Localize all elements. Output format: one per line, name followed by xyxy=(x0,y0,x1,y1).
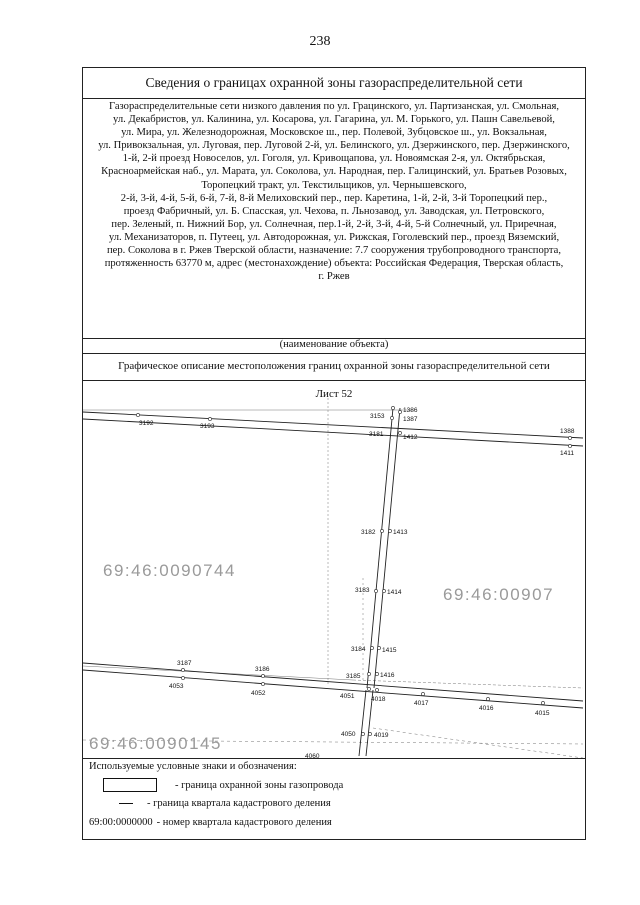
point-label: 1388 xyxy=(560,428,575,435)
document-frame xyxy=(82,67,586,840)
page-number: 238 xyxy=(309,34,331,49)
legend-text: - граница охранной зоны газопровода xyxy=(175,779,344,791)
section-title: Сведения о границах охранной зоны газораспределительной сети xyxy=(83,68,585,99)
point-label: 1414 xyxy=(387,589,402,596)
description-line: 2-й, 3-й, 4-й, 5-й, 6-й, 7-й, 8-й Мелиховский пер., пер. Каретина, 1-й, 2-й, 3-й Торопецкий пер., xyxy=(120,192,548,204)
point-label: 1415 xyxy=(382,647,397,654)
point-label: 4050 xyxy=(341,731,356,738)
point-label: 3192 xyxy=(139,420,154,427)
legend-row-zone xyxy=(89,778,343,792)
point-label: 4019 xyxy=(374,732,389,739)
description-line: Газораспределительные сети низкого давления по ул. Грацинского, ул. Партизанская, ул. Смольная, xyxy=(108,101,560,112)
legend-text: - граница квартала кадастрового деления xyxy=(147,798,331,809)
description-line: Красноармейская наб., ул. Марата, ул. Соколова, ул. Народная, пер. Галицинский, ул. Братьев Розовых, xyxy=(101,166,567,178)
legend-text: - номер квартала кадастрового деления xyxy=(156,817,332,828)
point-label: 4015 xyxy=(535,710,550,717)
divider xyxy=(83,758,585,759)
point-label: 3193 xyxy=(200,423,215,430)
legend-row-number xyxy=(89,817,332,828)
quarter-boundary-swatch xyxy=(119,803,133,804)
point-label: 3153 xyxy=(370,413,385,420)
description-line: г. Ржев xyxy=(318,271,350,283)
point-label: 1387 xyxy=(403,416,418,423)
point-label: 3187 xyxy=(177,660,192,667)
description-line: ул. Мира, ул. Железнодорожная, Московское ш., пер. Полевой, Зубцовское ш., ул. Вокзальная, xyxy=(121,127,547,139)
quarter-number: 69:46:0090145 xyxy=(89,734,222,753)
description-line: пер. Зеленый, п. Нижний Бор, ул. Солнечная, пер.1-й, 2-й, 3-й, 4-й, 5-й Солнечный, ул. Приречная, xyxy=(111,218,557,230)
point-label: 4053 xyxy=(169,683,184,690)
point-label: 3183 xyxy=(355,587,370,594)
legend-title: Используемые условные знаки и обозначения: xyxy=(89,761,297,772)
point-label: 4051 xyxy=(340,693,355,700)
quarter-code-sample: 69:00:0000000 xyxy=(89,817,153,828)
point-label: 1411 xyxy=(560,450,574,457)
divider xyxy=(83,353,585,354)
point-label: 1416 xyxy=(380,672,395,679)
point-label: 3181 xyxy=(369,431,384,438)
point-label: 1413 xyxy=(393,529,408,536)
point-label: 4060 xyxy=(305,753,320,760)
point-label: 4016 xyxy=(479,705,494,712)
point-label: 1386 xyxy=(403,407,418,414)
sheet-label: Лист 52 xyxy=(315,388,353,400)
point-label: 3184 xyxy=(351,646,366,653)
object-description xyxy=(87,100,581,338)
quarter-number: 69:46:0090744 xyxy=(103,561,236,580)
description-line: ул. Декабристов, ул. Калинина, ул. Косарова, ул. Гагарина, ул. М. Горького, ул. Пашн Савельевой, xyxy=(113,114,555,126)
zone-boundary-swatch xyxy=(103,778,157,792)
point-label: 4018 xyxy=(371,696,386,703)
description-line: ул. Механизаторов, п. Путеец, ул. Автодорожная, ул. Рижская, Гоголевский пер., проезд Вяземский, xyxy=(108,231,560,243)
cadastral-map xyxy=(83,398,585,760)
point-label: 3182 xyxy=(361,529,376,536)
graphic-description-title: Графическое описание местоположения границ охранной зоны газораспределительной сети xyxy=(118,360,550,372)
description-line: ул. Привокзальная, ул. Луговая, пер. Луговой 2-й, ул. Белинского, ул. Дзержинского, пер. Дзержинского, xyxy=(98,140,570,152)
description-line: Торопецкий тракт, ул. Текстильщиков, ул. Чернышевского, xyxy=(201,179,467,191)
point-label: 3186 xyxy=(255,666,270,673)
point-label: 4017 xyxy=(414,700,429,707)
quarter-number: 69:46:00907 xyxy=(443,585,555,604)
description-line: проезд Фабричный, ул. Б. Спасская, ул. Чехова, п. Льнозавод, ул. Заводская, ул. Петровского, xyxy=(123,205,545,217)
point-label: 3185 xyxy=(346,673,361,680)
legend-row-quarter xyxy=(89,798,331,809)
point-label: 4052 xyxy=(251,690,266,697)
description-line: протяженность 63770 м, адрес (местонахождение) объекта: Российская Федерация, Тверская область, xyxy=(104,258,564,270)
divider xyxy=(83,380,585,381)
point-label: 1412 xyxy=(403,434,418,441)
object-name-caption: (наименование объекта) xyxy=(279,339,389,350)
description-line: пер. Соколова в г. Ржев Тверской области, назначение: 7.7 сооружения трубопроводного транспорта, xyxy=(106,245,562,257)
description-line: 1-й, 2-й проезд Новоселов, ул. Гоголя, ул. Кривощапова, ул. Новоямская 2-я, ул. Октябрьская, xyxy=(122,153,546,165)
